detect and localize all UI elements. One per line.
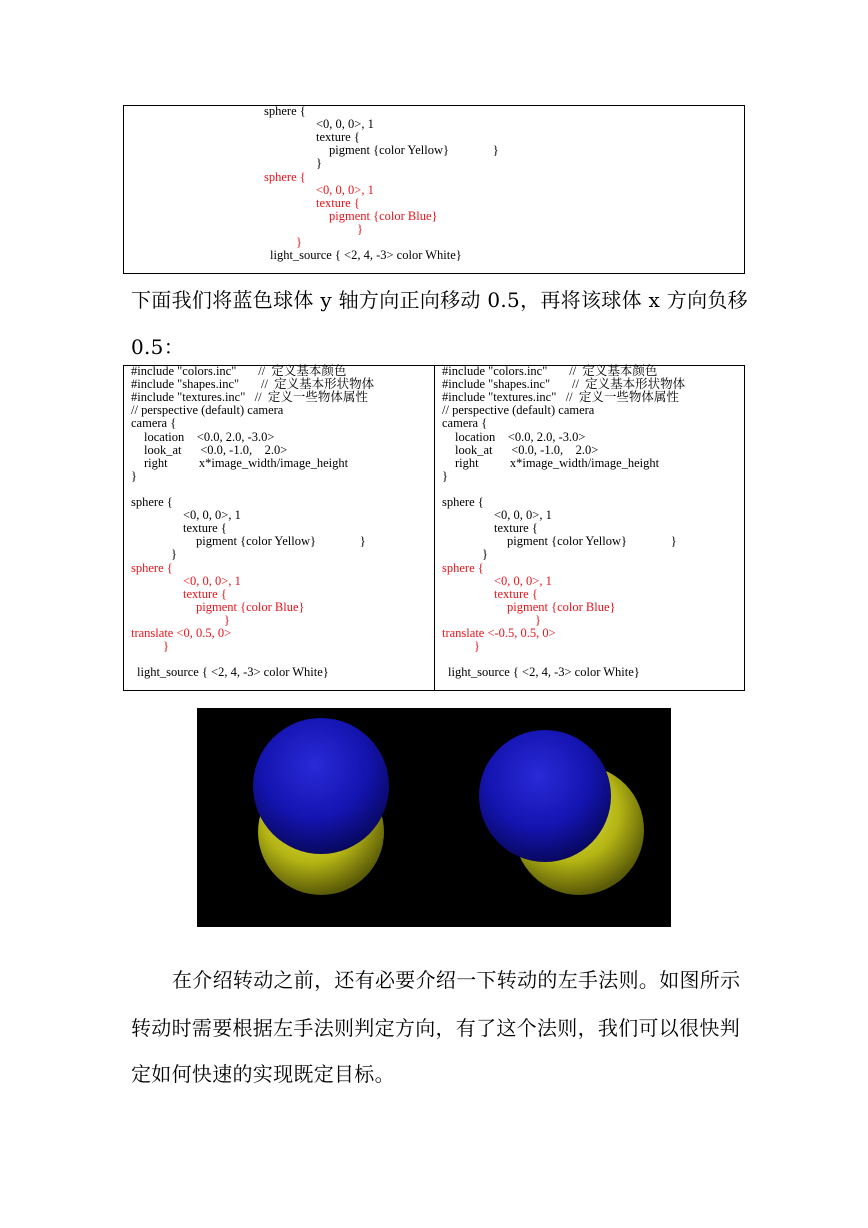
code-line: } bbox=[224, 612, 230, 627]
code-line: location <0.0, 2.0, -3.0> bbox=[144, 429, 275, 444]
code-line: <0, 0, 0>, 1 bbox=[183, 573, 241, 588]
code-line: pigment {color Yellow} } bbox=[507, 534, 677, 549]
code-line: <0, 0, 0>, 1 bbox=[316, 117, 374, 132]
code-line: camera { bbox=[131, 416, 177, 431]
code-line: // perspective (default) camera bbox=[442, 403, 595, 418]
left-blue-sphere bbox=[253, 718, 389, 854]
code-line: pigment {color Blue} bbox=[507, 599, 616, 614]
right-blue-sphere bbox=[479, 730, 611, 862]
code-line: sphere { bbox=[442, 495, 484, 509]
code-line: #include "shapes.inc" // 定义基本形状物体 bbox=[442, 377, 686, 392]
code-line: pigment {color Yellow} } bbox=[329, 143, 499, 158]
code-line: <0, 0, 0>, 1 bbox=[183, 508, 241, 523]
code-line: camera { bbox=[442, 416, 488, 431]
paragraph-1-line-1: 下面我们将蓝色球体 y 轴方向正向移动 0.5，再将该球体 x 方向负移 bbox=[131, 288, 748, 312]
code-line: } bbox=[442, 468, 448, 483]
column-divider bbox=[434, 365, 435, 691]
code-line: sphere { bbox=[442, 560, 484, 575]
top-code-box bbox=[123, 105, 745, 274]
code-line: sphere { bbox=[264, 169, 306, 184]
code-line: #include "colors.inc" // 定义基本颜色 bbox=[442, 364, 658, 378]
code-line: texture { bbox=[183, 586, 227, 601]
code-line: texture { bbox=[494, 586, 538, 601]
code-line: } bbox=[474, 639, 480, 654]
code-line: right x*image_width/image_height bbox=[144, 455, 349, 470]
code-line: texture { bbox=[494, 521, 538, 536]
code-line: #include "shapes.inc" // 定义基本形状物体 bbox=[131, 377, 375, 392]
code-line: <0, 0, 0>, 1 bbox=[494, 573, 552, 588]
spheres-render bbox=[197, 708, 671, 927]
code-line: <0, 0, 0>, 1 bbox=[316, 182, 374, 197]
code-line: } bbox=[535, 612, 541, 627]
code-line: sphere { bbox=[264, 104, 306, 118]
render-image bbox=[197, 708, 671, 927]
paragraph-2-line-1: 在介绍转动之前，还有必要介绍一下转动的左手法则。如图所示 bbox=[172, 968, 741, 992]
code-line: look_at <0.0, -1.0, 2.0> bbox=[144, 442, 288, 457]
code-line: right x*image_width/image_height bbox=[455, 455, 660, 470]
code-line: light_source { <2, 4, -3> color White} bbox=[137, 665, 329, 680]
code-line: } bbox=[131, 468, 137, 483]
code-line: } bbox=[316, 156, 322, 171]
code-line: <0, 0, 0>, 1 bbox=[494, 508, 552, 523]
code-line: translate <0, 0.5, 0> bbox=[131, 626, 232, 640]
code-line: pigment {color Blue} bbox=[196, 599, 305, 614]
code-line: } bbox=[296, 235, 302, 249]
code-line: } bbox=[357, 221, 363, 236]
code-line: look_at <0.0, -1.0, 2.0> bbox=[455, 442, 599, 457]
code-line: } bbox=[163, 639, 169, 654]
paragraph-1-line-2: 0.5： bbox=[131, 335, 185, 359]
code-line: } bbox=[482, 547, 488, 562]
code-line: #include "colors.inc" // 定义基本颜色 bbox=[131, 364, 347, 378]
code-line: sphere { bbox=[131, 495, 173, 509]
code-line: } bbox=[171, 547, 177, 562]
code-line: pigment {color Blue} bbox=[329, 208, 438, 223]
code-line: light_source { <2, 4, -3> color White} bbox=[448, 665, 640, 680]
paragraph-2-line-3: 定如何快速的实现既定目标。 bbox=[131, 1062, 395, 1086]
code-line: pigment {color Yellow} } bbox=[196, 534, 366, 549]
code-line: texture { bbox=[316, 130, 360, 145]
code-line: sphere { bbox=[131, 560, 173, 575]
code-line: light_source { <2, 4, -3> color White} bbox=[270, 248, 462, 263]
paragraph-2-line-2: 转动时需要根据左手法则判定方向，有了这个法则，我们可以很快判 bbox=[131, 1016, 740, 1040]
code-line: translate <-0.5, 0.5, 0> bbox=[442, 626, 556, 640]
code-line: #include "textures.inc" // 定义一些物体属性 bbox=[131, 390, 368, 405]
code-line: location <0.0, 2.0, -3.0> bbox=[455, 429, 586, 444]
code-line: texture { bbox=[183, 521, 227, 536]
code-line: #include "textures.inc" // 定义一些物体属性 bbox=[442, 390, 679, 405]
code-line: // perspective (default) camera bbox=[131, 403, 284, 418]
code-line: texture { bbox=[316, 195, 360, 210]
